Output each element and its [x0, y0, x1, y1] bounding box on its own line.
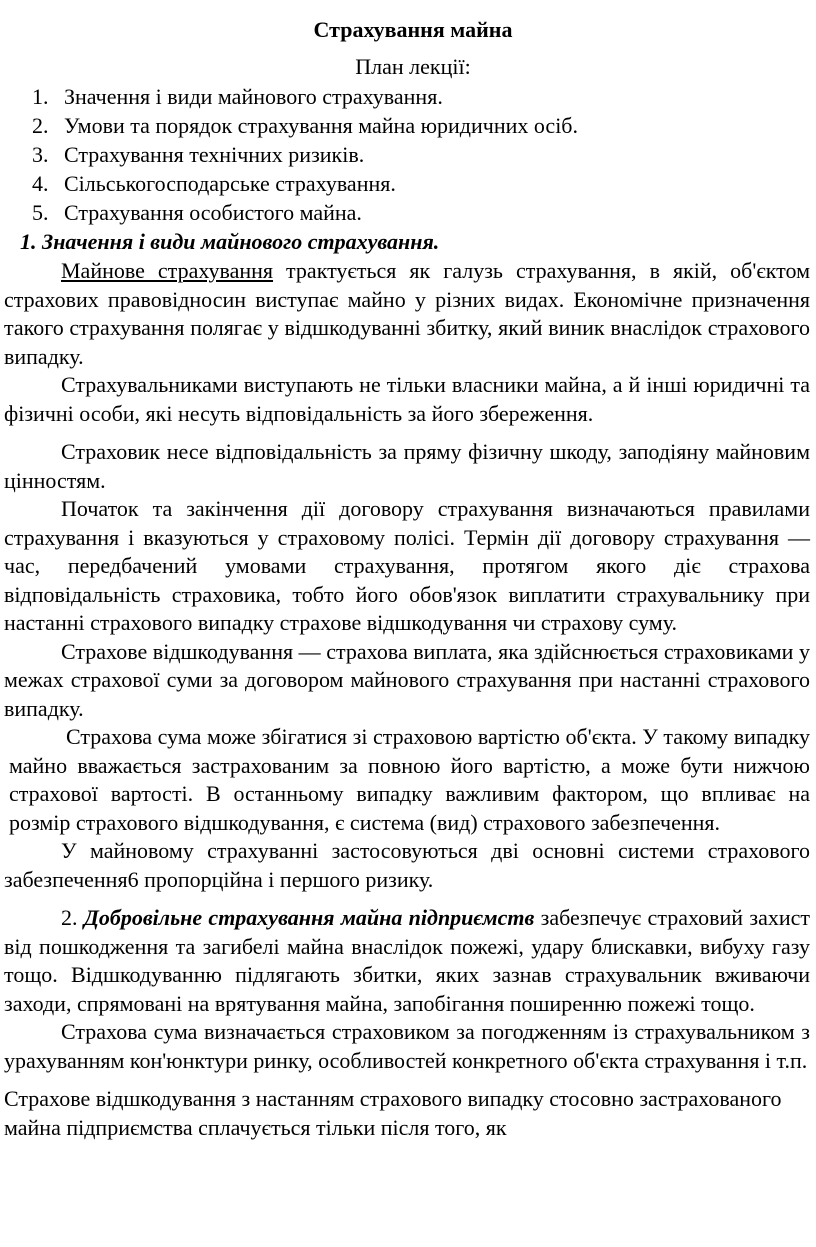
paragraph: Початок та закінчення дії договору страхування визначаються правилами страхування і вказуються у страховому полісі. Термін дії договору страхування — час, передбачений умовами страхування, протягом якого діє страхова відповідальність страховика, тобто його обов'язок виплатити страхувальнику при настанні страхового випадку страхове відшкодування чи страхову суму.	[4, 496, 810, 635]
paragraph: Страхове відшкодування з настанням страхового випадку стосовно застрахованого майна підприємства сплачується тільки після того, як	[4, 1086, 782, 1140]
plan-item-text: Значення і види майнового страхування.	[64, 84, 443, 109]
plan-item-number: 4.	[32, 171, 49, 196]
plan-item-number: 2.	[32, 113, 49, 138]
plan-list	[4, 82, 810, 227]
section-2-heading: Добровільне страхування майна підприємств	[83, 905, 535, 930]
paragraph: Страхова сума може збігатися зі страховою вартістю об'єкта. У такому випадку майно вважається застрахованим за повною його вартістю, а може бути нижчою страхової вартості. В останньому випадку важливим фактором, що впливає на розмір страхового відшкодування, є система (вид) страхового забезпечення.	[9, 724, 810, 835]
plan-heading: План лекції:	[355, 54, 471, 79]
plan-item	[4, 140, 810, 169]
paragraph: Страховик несе відповідальність за пряму фізичну шкоду, заподіяну майновим цінностям.	[4, 439, 810, 493]
paragraph-text: забезпечує страховий захист від пошкодження та загибелі майна внаслідок пожежі, удару блискавки, вибуху газу тощо. Відшкодуванню підлягають збитки, яких зазнав страхувальник вживаючи заходи, спрямовані на врятування майна, запобігання поширенню пожежі тощо.	[4, 905, 811, 1016]
plan-item-number: 3.	[32, 142, 49, 167]
paragraph	[4, 257, 810, 371]
paragraph: У майновому страхуванні застосовуються дві основні системи страхового забезпечення6 пропорційна і першого ризику.	[4, 838, 810, 892]
plan-item-text: Умови та порядок страхування майна юридичних осіб.	[64, 113, 579, 138]
paragraph-text: трактується як галузь страхування, в якій, об'єктом страхових правовідносин виступає майно у різних видах. Економічне призначення такого страхування полягає у відшкодуванні збитку, який виник внаслідок страхового випадку.	[4, 258, 811, 369]
plan-item-text: Страхування технічних ризиків.	[64, 142, 365, 167]
plan-item	[4, 198, 810, 227]
paragraph: Страхова сума визначається страховиком за погодженням із страхувальником з урахуванням кон'юнктури ринку, особливостей конкретного об'єкта страхування і т.п.	[4, 1019, 810, 1073]
document-title: Страхування майна	[313, 17, 513, 42]
section-2-paragraph	[4, 904, 810, 1018]
plan-item	[4, 111, 810, 140]
paragraph: Страхувальниками виступають не тільки власники майна, а й інші юридичні та фізичні особи, які несуть відповідальність за його збереження.	[4, 372, 810, 426]
plan-item-number: 5.	[32, 200, 49, 225]
plan-item	[4, 169, 810, 198]
plan-item-text: Сільськогосподарське страхування.	[64, 171, 396, 196]
plan-item-number: 1.	[32, 84, 49, 109]
key-term: Майнове страхування	[61, 258, 274, 283]
plan-item-text: Страхування особистого майна.	[64, 200, 362, 225]
section-2-number: 2.	[61, 905, 84, 930]
paragraph: Страхове відшкодування — страхова виплата, яка здійснюється страховиками у межах страхової суми за договором майнового страхування при настанні страхового випадку.	[4, 638, 810, 721]
section-1-heading: 1. Значення і види майнового страхування.	[20, 229, 440, 254]
plan-item	[4, 82, 810, 111]
